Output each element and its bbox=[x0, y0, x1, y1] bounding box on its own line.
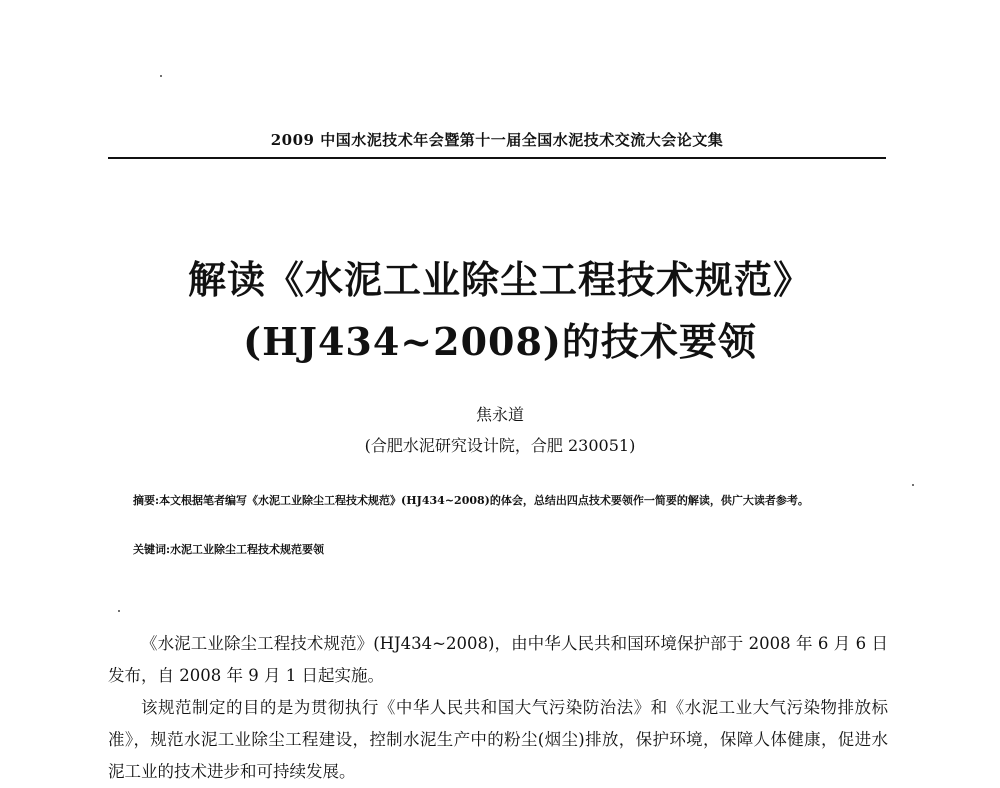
author-affiliation: (合肥水泥研究设计院，合肥 230051) bbox=[364, 436, 636, 455]
abstract-text: 本文根据笔者编写《水泥工业除尘工程技术规范》(HJ434~2008)的体会，总结出四点技术要领作一简要的解读，供广大读者参考。 bbox=[159, 494, 809, 507]
keywords-text: 水泥工业除尘工程技术规范要领 bbox=[170, 543, 325, 556]
body-paragraph: 该规范制定的目的是为贯彻执行《中华人民共和国大气污染防治法》和《水泥工业大气污染物排放标准》，规范水泥工业除尘工程建设，控制水泥生产中的粉尘(烟尘)排放，保护环境，保障人体健康，促进水泥工业的技术进步和可持续发展。 bbox=[108, 698, 888, 781]
paper-title-line-1: 解读《水泥工业除尘工程技术规范》 bbox=[187, 257, 812, 302]
keywords-label: 关键词: bbox=[133, 543, 171, 556]
keywords bbox=[133, 541, 873, 557]
body-text bbox=[108, 628, 888, 788]
abstract bbox=[133, 491, 873, 511]
scan-speck bbox=[160, 75, 162, 77]
header-rule bbox=[108, 157, 886, 159]
scan-speck bbox=[912, 484, 914, 486]
scan-speck bbox=[118, 610, 120, 612]
paper-title-line-2: (HJ434~2008)的技术要领 bbox=[243, 319, 757, 364]
author-name: 焦永道 bbox=[475, 405, 524, 424]
abstract-label: 摘要: bbox=[133, 494, 160, 507]
running-header: 2009 中国水泥技术年会暨第十一届全国水泥技术交流大会论文集 bbox=[270, 131, 724, 149]
body-paragraph: 《水泥工业除尘工程技术规范》(HJ434~2008)，由中华人民共和国环境保护部于 2008 年 6 月 6 日发布，自 2008 年 9 月 1 日起实施。 bbox=[108, 634, 888, 685]
